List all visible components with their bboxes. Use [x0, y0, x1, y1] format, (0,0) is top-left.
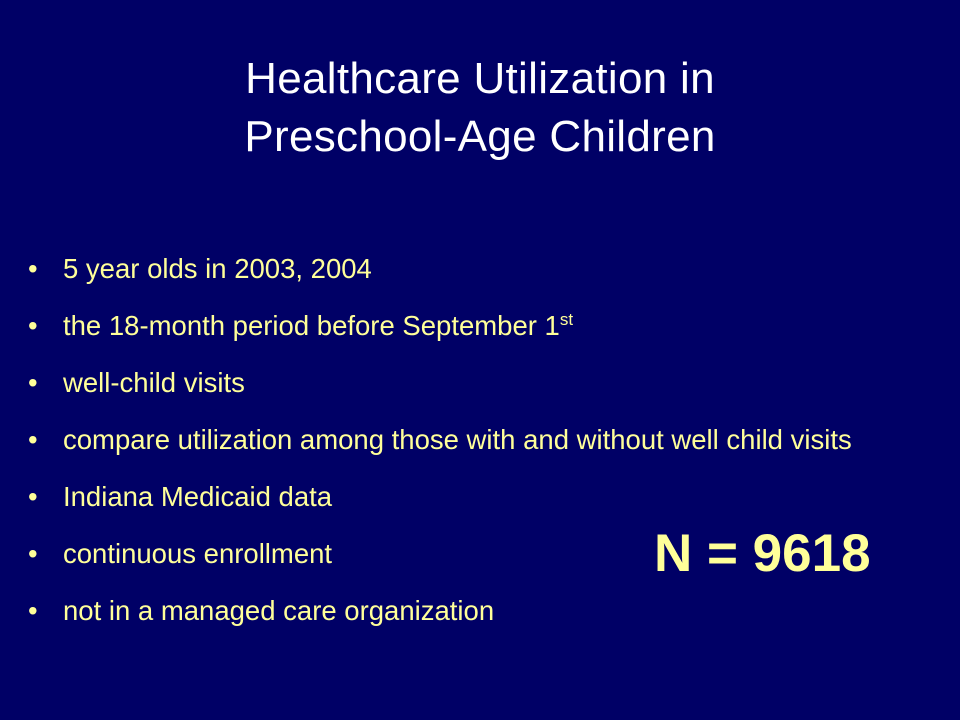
bullet-icon: • [28, 253, 38, 284]
bullet-icon: • [28, 310, 38, 341]
bullet-text-superscript: st [559, 309, 574, 329]
bullet-item [28, 366, 908, 399]
bullet-item [28, 252, 908, 285]
bullet-text [63, 310, 573, 341]
bullet-item [28, 423, 908, 456]
bullet-icon: • [28, 481, 38, 512]
bullet-list [28, 252, 908, 651]
bullet-text: not in a managed care organization [63, 595, 495, 626]
bullet-text: Indiana Medicaid data [63, 481, 333, 512]
bullet-icon: • [28, 424, 38, 455]
bullet-item [28, 480, 908, 513]
bullet-icon: • [28, 595, 38, 626]
bullet-item [28, 594, 908, 627]
bullet-text: compare utilization among those with and without well child visits [63, 424, 852, 455]
bullet-text: 5 year olds in 2003, 2004 [63, 253, 372, 284]
slide-title [0, 50, 960, 166]
bullet-icon: • [28, 538, 38, 569]
bullet-text-main: the 18-month period before September 1 [63, 310, 560, 341]
bullet-text: continuous enrollment [63, 538, 333, 569]
bullet-icon: • [28, 367, 38, 398]
sample-size-label: N = 9618 [654, 524, 871, 583]
slide-title-line-1: Healthcare Utilization in [245, 54, 715, 103]
bullet-item [28, 309, 908, 342]
slide-title-line-2: Preschool-Age Children [244, 112, 716, 161]
bullet-text: well-child visits [63, 367, 245, 398]
